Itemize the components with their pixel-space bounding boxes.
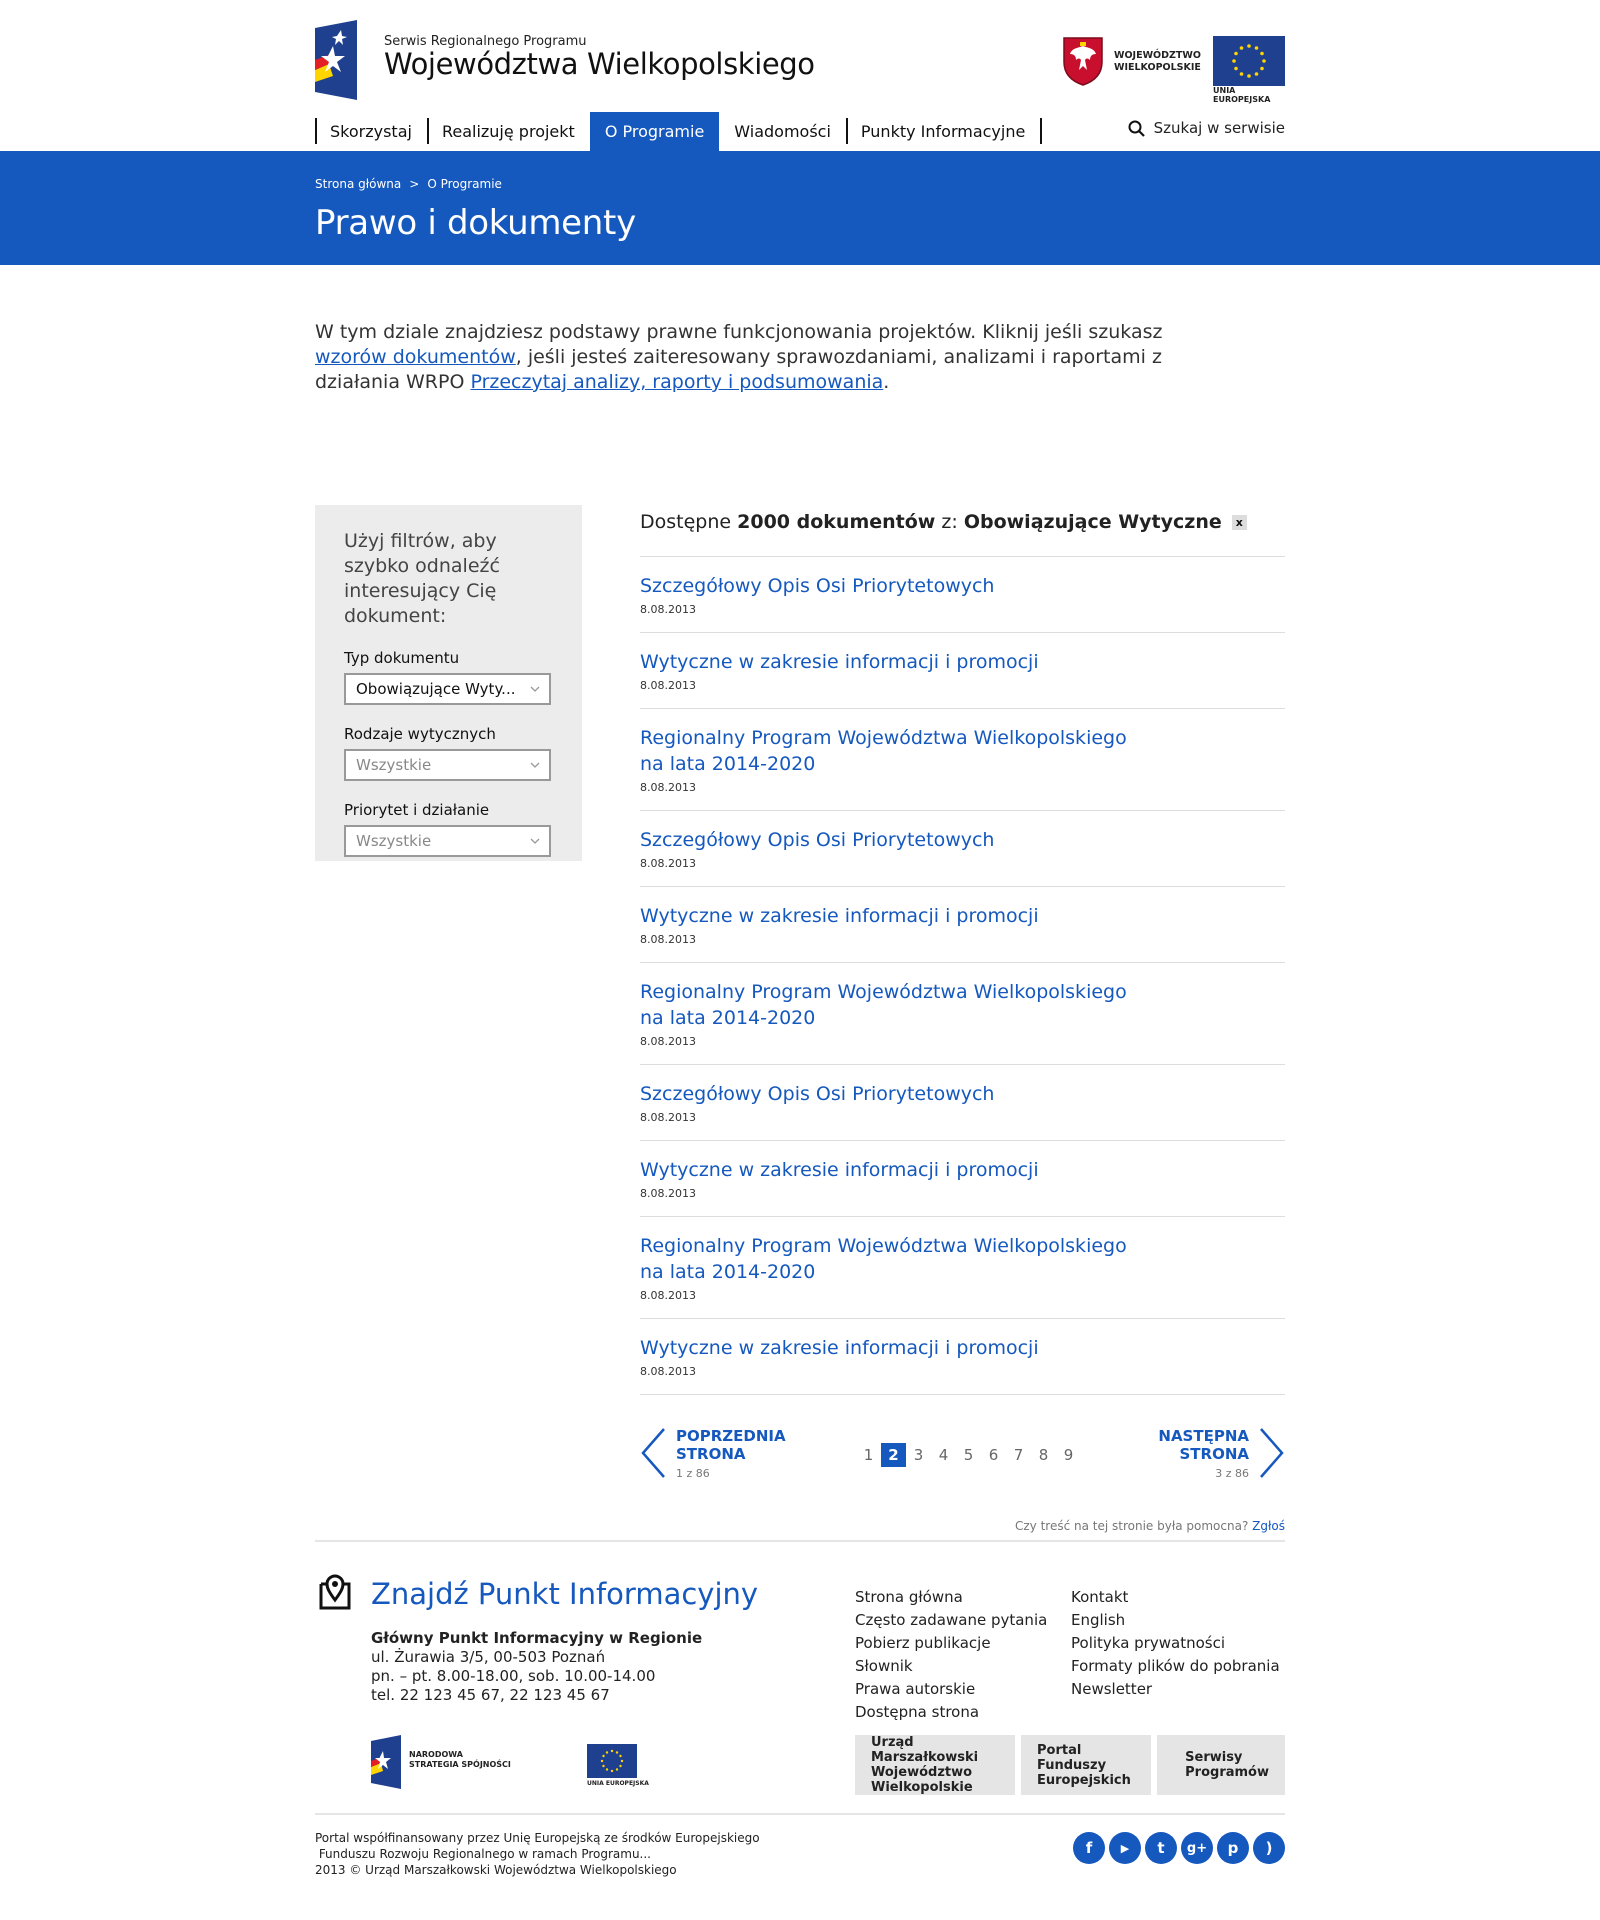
page-link[interactable]: 8 bbox=[1038, 1446, 1049, 1464]
footer-link-publications[interactable]: Pobierz publikacje bbox=[855, 1634, 991, 1652]
document-list bbox=[640, 556, 1285, 1395]
document-date: 8.08.2013 bbox=[640, 679, 696, 692]
list-item bbox=[640, 1319, 1285, 1395]
previous-page-count: 1 z 86 bbox=[676, 1467, 710, 1480]
footer-link-privacy[interactable]: Polityka prywatności bbox=[1071, 1634, 1225, 1652]
active-filter: Obowiązujące Wytyczne bbox=[963, 511, 1222, 533]
list-item bbox=[640, 557, 1285, 633]
chevron-down-icon bbox=[529, 683, 541, 695]
results-summary: Dostępne 2000 dokumentów z: Obowiązujące Wytyczne x bbox=[640, 495, 1285, 549]
list-item bbox=[640, 963, 1285, 1065]
search-icon bbox=[1128, 120, 1145, 137]
main-nav bbox=[315, 112, 1040, 151]
filter-label-priorytet: Priorytet i działanie bbox=[344, 801, 490, 819]
remove-filter-button[interactable]: x bbox=[1232, 515, 1247, 530]
breadcrumb-home[interactable]: Strona główna bbox=[315, 177, 402, 191]
filters-intro: Użyj filtrów, aby szybko odnaleźć interesujący Cię dokument: bbox=[344, 530, 500, 627]
footer-links-col1 bbox=[855, 1586, 1047, 1724]
document-date: 8.08.2013 bbox=[640, 1111, 696, 1124]
next-page-count: 3 z 86 bbox=[1215, 1467, 1249, 1480]
footer-link-faq[interactable]: Często zadawane pytania bbox=[855, 1611, 1048, 1629]
results-count: 2000 dokumentów bbox=[737, 511, 936, 533]
filter-label-typ: Typ dokumentu bbox=[344, 649, 460, 667]
breadcrumb-separator: > bbox=[409, 177, 420, 191]
page-link[interactable]: 4 bbox=[938, 1446, 949, 1464]
document-link[interactable]: Wytyczne w zakresie informacji i promocji bbox=[640, 651, 1039, 673]
document-link[interactable]: Regionalny Program Województwa Wielkopolskiego na lata 2014-2020 bbox=[640, 727, 1127, 775]
main-info-point-address: Główny Punkt Informacyjny w Regionie ul. Żurawia 3/5, 00-503 Poznań pn. – pt. 8.00-18.00, sob. 10.00-14.00 tel. 22 123 45 67, 22 123 45 67 bbox=[371, 1629, 703, 1704]
reports-link[interactable]: Przeczytaj analizy, raporty i podsumowania bbox=[470, 371, 884, 393]
footer-links-col2 bbox=[1071, 1586, 1280, 1701]
footer-link-glossary[interactable]: Słownik bbox=[855, 1657, 913, 1675]
page-link-current[interactable]: 2 bbox=[881, 1443, 906, 1467]
youtube-icon[interactable]: ▶ bbox=[1109, 1832, 1141, 1864]
eu-label: UNIA EUROPEJSKA bbox=[1213, 86, 1271, 104]
chevron-left-icon bbox=[640, 1427, 666, 1479]
breadcrumb-o-programie[interactable]: O Programie bbox=[427, 177, 502, 191]
footer-link-home[interactable]: Strona główna bbox=[855, 1588, 963, 1606]
eu-flag-icon[interactable] bbox=[587, 1744, 637, 1778]
document-type-select[interactable]: Obowiązujące Wyty... bbox=[344, 673, 551, 705]
document-date: 8.08.2013 bbox=[640, 1289, 696, 1302]
find-info-point-title[interactable]: Znajdź Punkt Informacyjny bbox=[371, 1577, 759, 1611]
document-date: 8.08.2013 bbox=[640, 1187, 696, 1200]
page-link[interactable]: 5 bbox=[963, 1446, 974, 1464]
page-link[interactable]: 1 bbox=[863, 1446, 874, 1464]
guideline-type-select[interactable]: Wszystkie bbox=[344, 749, 551, 781]
document-link[interactable]: Wytyczne w zakresie informacji i promocji bbox=[640, 1337, 1039, 1359]
facebook-icon[interactable]: f bbox=[1073, 1832, 1105, 1864]
site-title[interactable]: Województwa Wielkopolskiego bbox=[384, 47, 815, 81]
chevron-down-icon bbox=[529, 835, 541, 847]
document-link[interactable]: Szczegółowy Opis Osi Priorytetowych bbox=[640, 575, 995, 597]
page-numbers bbox=[856, 1443, 1081, 1467]
twitter-icon[interactable]: t bbox=[1145, 1832, 1177, 1864]
pinterest-icon[interactable]: p bbox=[1217, 1832, 1249, 1864]
document-link[interactable]: Szczegółowy Opis Osi Priorytetowych bbox=[640, 1083, 995, 1105]
document-link[interactable]: Regionalny Program Województwa Wielkopolskiego na lata 2014-2020 bbox=[640, 1235, 1127, 1283]
nav-item-punkty-informacyjne[interactable]: Punkty Informacyjne bbox=[846, 112, 1040, 151]
footer-link-newsletter[interactable]: Newsletter bbox=[1071, 1680, 1153, 1698]
page-title: Prawo i dokumenty bbox=[315, 203, 636, 243]
page-link[interactable]: 7 bbox=[1013, 1446, 1024, 1464]
social-links bbox=[1073, 1832, 1285, 1864]
fundusze-europejskie-logo-icon[interactable] bbox=[315, 20, 357, 100]
main-content bbox=[315, 320, 1285, 1610]
footer-link-english[interactable]: English bbox=[1071, 1611, 1126, 1629]
portal-serwisy-programow-button[interactable]: Serwisy Programów bbox=[1157, 1735, 1285, 1795]
list-item bbox=[640, 633, 1285, 709]
googleplus-icon[interactable]: g+ bbox=[1181, 1832, 1213, 1864]
results-section bbox=[640, 495, 1285, 1501]
nav-item-wiadomosci[interactable]: Wiadomości bbox=[734, 122, 831, 141]
document-date: 8.08.2013 bbox=[640, 781, 696, 794]
portal-funduszy-europejskich-button[interactable]: Portal Funduszy Europejskich bbox=[1021, 1735, 1151, 1795]
chevron-right-icon bbox=[1259, 1427, 1285, 1479]
document-date: 8.08.2013 bbox=[640, 1365, 696, 1378]
page-banner bbox=[0, 151, 1600, 265]
footer-link-file-formats[interactable]: Formaty plików do pobrania bbox=[1071, 1657, 1280, 1675]
feedback-prompt: Czy treść na tej stronie była pomocna? Zgłoś bbox=[1014, 1519, 1285, 1533]
templates-link[interactable]: wzorów dokumentów bbox=[315, 346, 516, 368]
rss-icon[interactable]: ) bbox=[1253, 1832, 1285, 1864]
portal-links bbox=[855, 1735, 1285, 1795]
page-link[interactable]: 3 bbox=[913, 1446, 924, 1464]
next-page-button[interactable]: NASTĘPNA STRONA 3 z 86 bbox=[1158, 1427, 1285, 1483]
portal-urzad-marszalkowski-button[interactable]: Urząd Marszałkowski Województwo Wielkopolskie bbox=[855, 1735, 1015, 1795]
document-link[interactable]: Wytyczne w zakresie informacji i promocji bbox=[640, 905, 1039, 927]
eu-label: UNIA EUROPEJSKA bbox=[587, 1780, 649, 1787]
site-header bbox=[315, 0, 1285, 151]
page-link[interactable]: 6 bbox=[988, 1446, 999, 1464]
wielkopolska-coat-of-arms-icon[interactable] bbox=[1062, 36, 1104, 86]
list-item bbox=[640, 887, 1285, 963]
report-link[interactable]: Zgłoś bbox=[1252, 1519, 1285, 1533]
footer-link-accessibility[interactable]: Dostępna strona bbox=[855, 1703, 980, 1721]
pagination bbox=[640, 1427, 1285, 1501]
document-date: 8.08.2013 bbox=[640, 603, 696, 616]
document-date: 8.08.2013 bbox=[640, 857, 696, 870]
eu-flag-icon[interactable] bbox=[1213, 36, 1285, 86]
footer-link-copyright[interactable]: Prawa autorskie bbox=[855, 1680, 976, 1698]
site-footer bbox=[315, 1540, 1285, 1920]
breadcrumb bbox=[315, 177, 502, 191]
previous-page-button[interactable]: POPRZEDNIA STRONA 1 z 86 bbox=[640, 1427, 786, 1483]
location-pin-icon bbox=[315, 1570, 355, 1610]
footer-link-contact[interactable]: Kontakt bbox=[1071, 1588, 1129, 1606]
list-item bbox=[640, 811, 1285, 887]
list-item bbox=[640, 1065, 1285, 1141]
list-item bbox=[640, 1141, 1285, 1217]
filter-label-rodzaje: Rodzaje wytycznych bbox=[344, 725, 496, 743]
intro-text: W tym dziale znajdziesz podstawy prawne funkcjonowania projektów. Kliknij jeśli szukasz wzorów dokumentów, jeśli jesteś zaiteresowany sprawozdaniami, analizami i raportami z działania WRPO Przeczytaj analizy, raporty i podsumowania. bbox=[315, 321, 1163, 393]
narodowa-strategia-spojnosci-logo-icon[interactable] bbox=[371, 1735, 401, 1789]
search-link[interactable] bbox=[1128, 112, 1285, 144]
footer-divider bbox=[315, 1813, 1285, 1815]
search-label: Szukaj w serwisie bbox=[1153, 119, 1285, 137]
copyright: Portal współfinansowany przez Unię Europejską ze środków Europejskiego Funduszu Rozwoju Regionalnego w ramach Programu... 2013 © Urząd Marszałkowski Województwa Wielkopolskiego bbox=[315, 1831, 760, 1877]
nav-item-realizuje-projekt[interactable]: Realizuję projekt bbox=[427, 112, 590, 151]
nav-item-skorzystaj[interactable]: Skorzystaj bbox=[315, 112, 427, 151]
list-item bbox=[640, 709, 1285, 811]
page-link[interactable]: 9 bbox=[1063, 1446, 1074, 1464]
site-subtitle: Serwis Regionalnego Programu bbox=[384, 34, 587, 49]
priority-select[interactable]: Wszystkie bbox=[344, 825, 551, 857]
document-link[interactable]: Wytyczne w zakresie informacji i promocji bbox=[640, 1159, 1039, 1181]
list-item bbox=[640, 1217, 1285, 1319]
document-date: 8.08.2013 bbox=[640, 1035, 696, 1048]
nss-label: NARODOWA STRATEGIA SPÓJNOŚCI bbox=[409, 1750, 511, 1769]
document-link[interactable]: Regionalny Program Województwa Wielkopolskiego na lata 2014-2020 bbox=[640, 981, 1127, 1029]
document-date: 8.08.2013 bbox=[640, 933, 696, 946]
nav-item-o-programie[interactable]: O Programie bbox=[590, 112, 719, 151]
document-link[interactable]: Szczegółowy Opis Osi Priorytetowych bbox=[640, 829, 995, 851]
wojewodztwo-label: WOJEWÓDZTWO WIELKOPOLSKIE bbox=[1114, 50, 1201, 73]
chevron-down-icon bbox=[529, 759, 541, 771]
filters-panel bbox=[315, 505, 582, 861]
